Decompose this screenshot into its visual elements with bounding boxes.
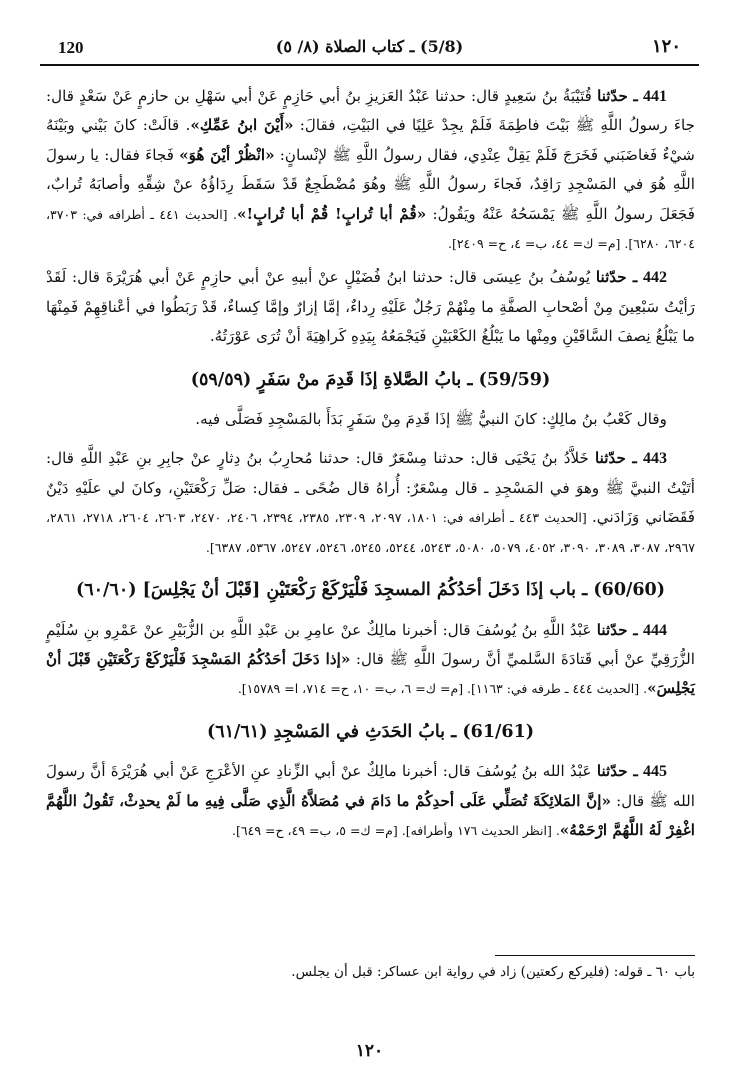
prophet-saying: «قُمْ أبا تُرابٍ! قُمْ أبا تُرابٍ!» — [236, 204, 427, 223]
prophet-saying: «أَيْنَ ابنُ عَمِّكِ» — [190, 116, 294, 135]
page-number-latin: 120 — [58, 38, 84, 57]
page-body — [46, 82, 695, 850]
hadith-lead: ـ حدّثنا — [595, 268, 638, 287]
prophet-saying: «إذا دَخَلَ أحَدُكُمُ المَسْجِدَ فَلْيَرْكَعْ رَكْعَتَيْنِ قَبْلَ أنْ يَجْلِسَ» — [46, 649, 695, 698]
hadith-441 — [46, 82, 695, 258]
hadith-lead: ـ حدّثنا — [597, 87, 638, 105]
hadith-number: 441 — [643, 88, 668, 105]
chapter-heading-61: (61/61) ـ بابُ الحَدَثِ في المَسْجِدِ (٦١/٦١) — [206, 721, 535, 742]
hadith-number: 445 — [643, 763, 667, 781]
hadith-reference: . [الحديث ٤٤٤ ـ طرفه في: ١١٦٣]. [م= ك= ٦، ب= ١٠، ح= ٧١٤، ا= ١٥٧٨٩]. — [237, 681, 648, 697]
hadith-text: فَجاءَ فقال: يا رسولَ اللَّهِ هُوَ في المَسْجِدِ رَاقِدٌ، فَجاءَ رسولُ اللَّهِ ﷺ وهُوَ مُضْطَجِعٌ قَدْ سَقَطَ رِدَاؤُهُ عنْ شِقِّهِ وأصابَهُ تُرابٌ، فَجَعَلَ رسولُ اللَّهِ ﷺ يَمْسَحُهُ عَنْهُ ويَقُولُ: — [46, 145, 695, 223]
hadith-text: خَلاَّدُ بنُ يَحْيَى قال: حدثنا مِسْعَرٌ قال: حدثنا مُحارِبُ بنُ دِثارٍ عنْ جابِرِ بنِ عَبْدِ اللَّهِ قال: أتَيْتُ النبيَّ ﷺ وهوَ في المَسْجِدِ ـ قال مِسْعَرٌ: أُراهُ قال ضُحًى ـ فقال: صَلِّ رَكْعَتَيْنِ، وكانَ لي علَيْهِ دَيْنٌ فَقَضَاني وَزَادَني. — [46, 449, 695, 527]
chapter-59-text: وقال كَعْبُ بنُ مالِكٍ: كانَ النبيُّ ﷺ إذَا قَدِمَ مِنْ سَفَرٍ بَدَأَ بالمَسْجِدِ فَصَلَّى فيه. — [195, 410, 667, 429]
hadith-444 — [46, 616, 695, 704]
chapter-heading-59: (59/59) ـ بابُ الصَّلاةِ إذَا قَدِمَ منْ سَفَرٍ (٥٩/٥٩) — [190, 369, 551, 390]
hadith-445 — [46, 757, 695, 845]
footnote-area — [46, 955, 695, 980]
page-number-arabic: ١٢٠ — [651, 36, 681, 57]
hadith-text: يُوسُفُ بنُ عِيسَى قال: حدثنا ابنُ فُضَيْلٍ عنْ أبيهِ عنْ أبي حازِمٍ عَنْ أبي هُرَيْرَةَ قال: لَقَدْ رَأيْتُ سَبْعِينَ مِنْ أصْحابِ الصفَّةِ ما مِنْهُمْ رَجُلٌ عَلَيْهِ رِداءٌ، إمَّا إزارٌ وإمَّا كِساءٌ، قَدْ رَبَطُوا في أعْناقِهِمْ فَمِنْهَا ما يَبْلُغُ نِصفَ السَّاقَيْنِ ومِنْها ما يَبْلُغُ الكَعْبَيْنِ فَيَجْمَعُهُ بِيَدِهِ كَراهِيَةَ أنْ تُرَى عَوْرَتُهُ. — [46, 268, 695, 346]
hadith-number: 444 — [643, 621, 667, 639]
hadith-reference: [الحديث ٤٤٣ ـ أطرافه في: ١٨٠١، ٢٠٩٧، ٢٣٠٩، ٢٣٨٥، ٢٣٩٤، ٢٤٠٦، ٢٤٧٠، ٢٦٠٣، ٢٦٠٤، ٢٧١٨، ٢٨٦١، ٢٩٦٧، ٣٠٨٧، ٣٠٨٩، ٣٠٩٠، ٤٠٥٢، ٥٠٧٩، ٥٠٨٠، ٥٢٤٣، ٥٢٤٤، ٥٢٤٥، ٥٢٤٦، ٥٢٤٧، ٥٣٦٧، ٦٣٨٧]. — [46, 510, 695, 555]
footnote-text: باب ٦٠ ـ قوله: (فليركع ركعتين) زاد في رواية ابن عساكر: قبل أن يجلس. — [291, 964, 695, 980]
hadith-number: 442 — [643, 269, 667, 287]
footnote-divider — [495, 955, 695, 956]
running-title: (5/8) ـ كتاب الصلاة (٨/ ٥) — [275, 37, 464, 56]
hadith-text: عَبْدُ الله بنُ يُوسُفَ قال: أخبرنا مالِكٌ عنْ أبي الزِّنادِ عنِ الأعْرَجِ عَنْ أبي هُرَيْرَةَ أنَّ رسولَ الله ﷺ قال: — [46, 762, 695, 810]
hadith-text: . قالَتْ: كانَ بَيْني وبَيْنَهُ شيْءٌ فَغاضَبَني فَخَرَجَ فَلَمْ يَقِلْ عِنْدِي، فقال رسولُ اللَّهِ ﷺ لإنْسانٍ: — [46, 116, 695, 164]
hadith-lead: ـ حدّثنا — [595, 449, 637, 468]
hadith-lead: ـ حدّثنا — [596, 620, 638, 639]
prophet-saying: «انْظُرْ أيْنَ هُوَ» — [179, 145, 275, 164]
hadith-reference: . [انظر الحديث ١٧٦ وأطرافه]. [م= ك= ٥، ب= ٤٩، ح= ٦٤٩]. — [232, 822, 560, 838]
prophet-saying: «إنَّ المَلائِكَةَ تُصَلِّي عَلَى أحدِكُمْ ما دَامَ في مُصَلاَّهُ الَّذِي صَلَّى فِيهِ ما لَمْ يحدِثْ، تَقُولُ اللَّهُمَّ اغْفِرْ لَهُ اللَّهُمَّ ارْحَمْهُ» — [46, 791, 695, 839]
hadith-text: قُتَيْبَةُ بنُ سَعِيدٍ قال: حدثنا عَبْدُ العَزيزِ بنُ أبي حَازِمٍ عَنْ أبي سَهْلِ بن حازمٍ عَنْ سَعْدٍ قال: جاءَ رسولُ اللَّهِ ﷺ بَيْتَ فاطِمَةَ فَلَمْ يجِدْ عَلِيًا في البَيْتِ، فقالَ: — [46, 87, 695, 135]
hadith-442 — [46, 263, 695, 351]
hadith-lead: ـ حدّثنا — [596, 762, 638, 781]
page-footer-number: ١٢٠ — [355, 1041, 384, 1061]
hadith-text: عَبْدُ اللَّهِ بنُ يُوسُفَ قال: أخبرنا مالِكٌ عنْ عامِرِ بن عَبْدِ اللَّهِ بن الزُّبَيْرِ عنْ عَمْرِو بنِ سُلَيْمٍ الزُّرَقِيِّ عنْ أبي قَتادَةَ السَّلميِّ أنَّ رسولَ اللَّهِ ﷺ قال: — [46, 620, 695, 668]
hadith-reference: . [الحديث ٤٤١ ـ أطرافه في: ٣٧٠٣، ٦٢٠٤، ٦٢٨٠]. [م= ك= ٤٤، ب= ٤، ح= ٢٤٠٩]. — [46, 206, 695, 252]
hadith-number: 443 — [642, 450, 667, 468]
chapter-heading-60: (60/60) ـ باب إذَا دَخَلَ أحَدُكُمُ المسجِدَ فَلْيَرْكَعْ رَكْعَتَيْنِ [قَبْلَ أنْ يَجْلِسَ] (٦٠/٦٠) — [75, 580, 666, 601]
hadith-443 — [46, 444, 695, 562]
page-header — [40, 30, 699, 66]
